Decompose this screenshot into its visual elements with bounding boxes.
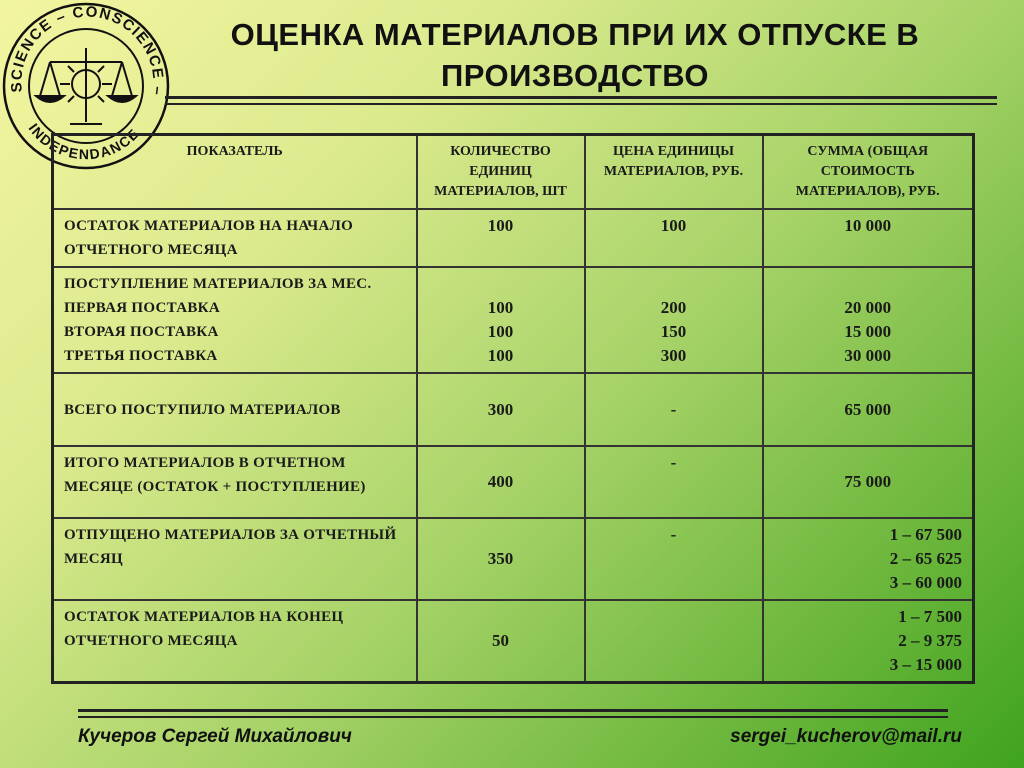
table-row [53,267,974,373]
row-quantity: 100 [417,209,585,267]
sub-total: 1 – 7 500 [898,607,962,626]
sub-quantity: 100 [487,322,514,341]
sub-total: 3 – 60 000 [889,573,962,592]
row-total: 65 000 [763,373,974,446]
row-quantity: 50 [417,600,585,683]
table-row [53,518,974,600]
row-price: 100 [585,209,763,267]
table-row [53,446,974,518]
sub-total: 2 – 65 625 [889,549,962,568]
row-price: - [585,446,763,518]
row-quantity [417,267,585,373]
sub-total: 1 – 67 500 [889,525,962,544]
table-header-row [53,135,974,210]
sub-total: 20 000 [844,298,892,317]
row-total [763,600,974,683]
row-total [763,518,974,600]
row-total [763,267,974,373]
row-quantity: 300 [417,373,585,446]
sub-quantity: 100 [487,298,514,317]
sub-total: 30 000 [844,346,892,365]
footer-divider [78,709,948,718]
row-label-main: ПОСТУПЛЕНИЕ МАТЕРИАЛОВ ЗА МЕС. [64,276,372,292]
row-price [585,267,763,373]
table-row [53,373,974,446]
row-label [53,267,417,373]
title-line-2: ПРОИЗВОДСТВО [440,58,710,93]
header-quantity: КОЛИЧЕСТВО ЕДИНИЦ МАТЕРИАЛОВ, ШТ [417,135,585,210]
sub-quantity: 100 [487,346,514,365]
row-label: ОСТАТОК МАТЕРИАЛОВ НА КОНЕЦ ОТЧЕТНОГО МЕСЯЦА [53,600,417,683]
seal-text-bottom: INDEPENDANCE [25,120,143,163]
sub-price: 300 [660,346,687,365]
row-label: ОСТАТОК МАТЕРИАЛОВ НА НАЧАЛО ОТЧЕТНОГО МЕСЯЦА [53,209,417,267]
header-unit-price: ЦЕНА ЕДИНИЦЫ МАТЕРИАЛОВ, РУБ. [585,135,763,210]
seal-text-top: SCIENCE – CONSCIENCE – [8,3,167,98]
header-total: СУММА (ОБЩАЯ СТОИМОСТЬ МАТЕРИАЛОВ), РУБ. [763,135,974,210]
row-total: 10 000 [763,209,974,267]
sub-total: 15 000 [844,322,892,341]
row-price: - [585,373,763,446]
scales-icon [36,48,136,124]
table-row [53,600,974,683]
row-sub-label: ВТОРАЯ ПОСТАВКА [64,324,219,340]
page-title [180,14,970,96]
sub-price: 150 [660,322,687,341]
title-line-1: ОЦЕНКА МАТЕРИАЛОВ ПРИ ИХ ОТПУСКЕ В [230,17,920,52]
row-label: ОТПУЩЕНО МАТЕРИАЛОВ ЗА ОТЧЕТНЫЙ МЕСЯЦ [53,518,417,600]
row-price: - [585,518,763,600]
row-sub-label: ТРЕТЬЯ ПОСТАВКА [64,348,218,364]
sub-price: 200 [660,298,687,317]
footer-email: sergei_kucherov@mail.ru [730,726,962,747]
table-row [53,209,974,267]
row-sub-label: ПЕРВАЯ ПОСТАВКА [64,300,220,316]
title-divider [165,96,997,105]
header-indicator: ПОКАЗАТЕЛЬ [53,135,417,210]
row-quantity: 350 [417,518,585,600]
sub-total: 3 – 15 000 [889,655,962,674]
row-label: ИТОГО МАТЕРИАЛОВ В ОТЧЕТНОМ МЕСЯЦЕ (ОСТАТОК + ПОСТУПЛЕНИЕ) [53,446,417,518]
row-label: ВСЕГО ПОСТУПИЛО МАТЕРИАЛОВ [53,373,417,446]
row-total: 75 000 [763,446,974,518]
row-price [585,600,763,683]
footer-author: Кучеров Сергей Михайлович [78,726,352,747]
row-quantity: 400 [417,446,585,518]
materials-table [51,133,975,684]
sub-total: 2 – 9 375 [898,631,962,650]
